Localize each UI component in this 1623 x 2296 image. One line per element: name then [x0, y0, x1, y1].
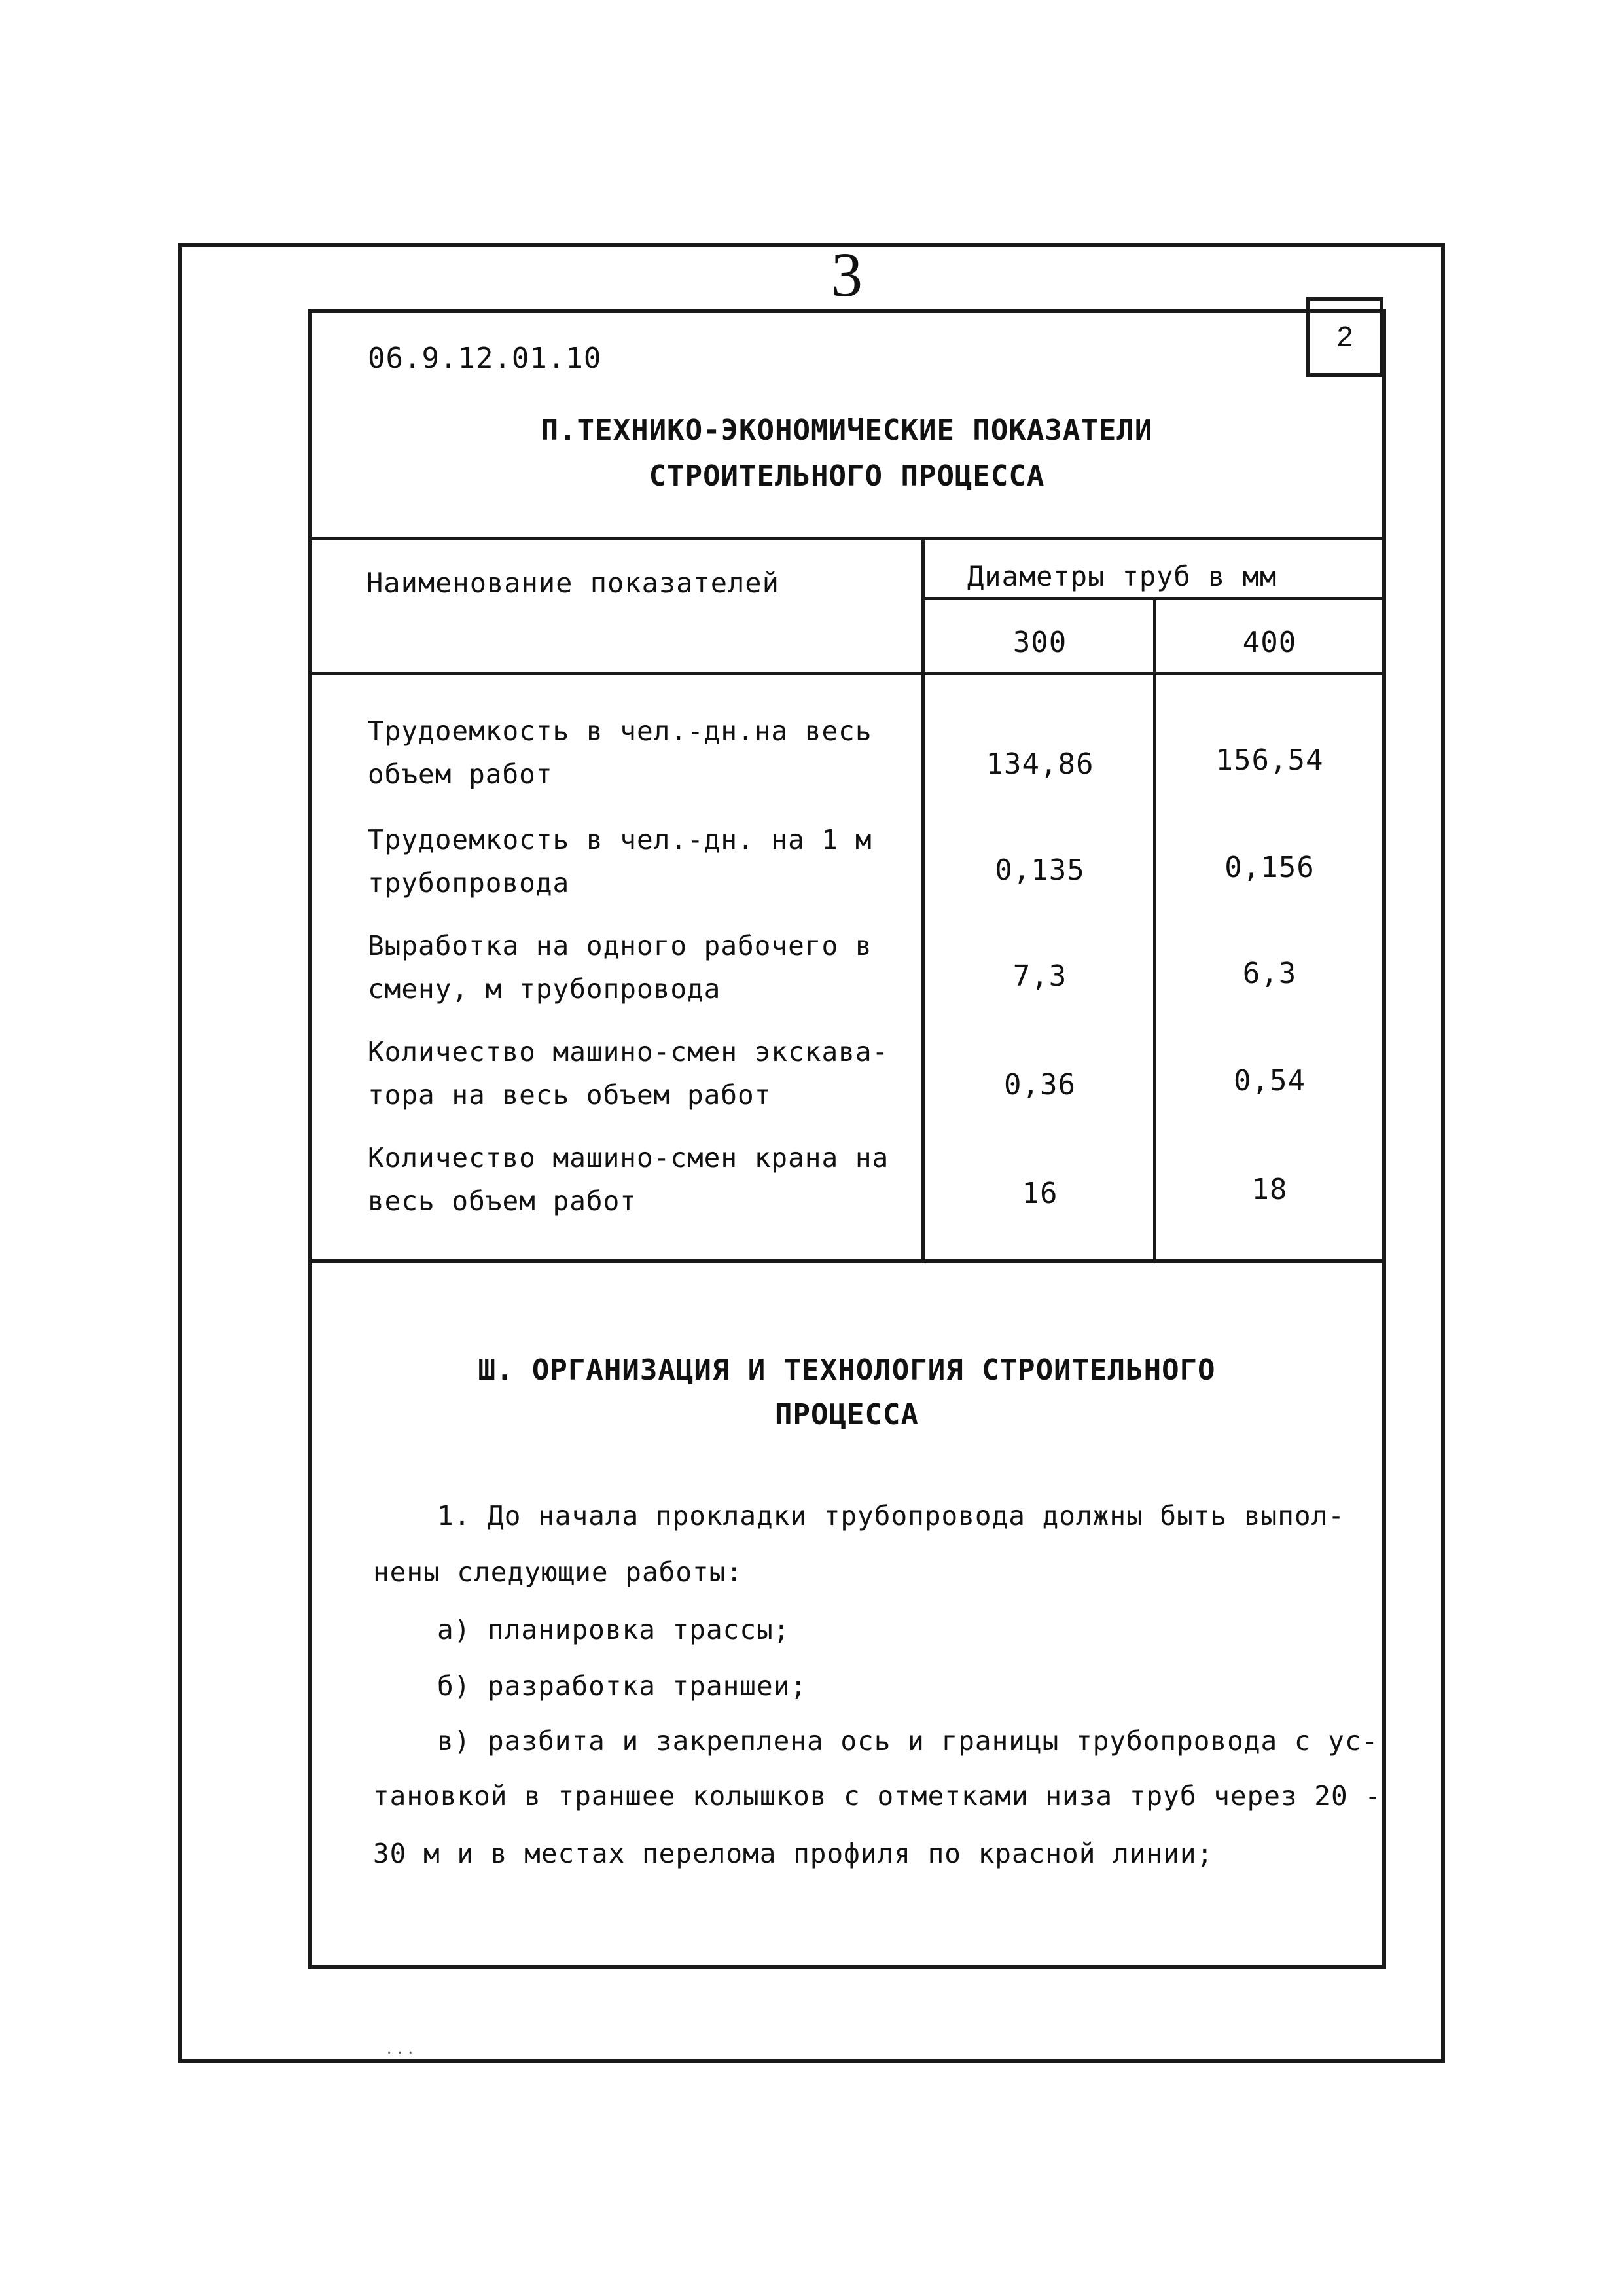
section2-title-line1: П.ТЕХНИКО-ЭКОНОМИЧЕСКИЕ ПОКАЗАТЕЛИ	[541, 414, 1153, 447]
table-row-label-line2: объем работ	[368, 759, 553, 790]
table-row-label-line1: Количество машино-смен крана на	[368, 1142, 889, 1174]
bottom-stamp-mark: · · ·	[386, 2043, 414, 2064]
list-item-b: б) разработка траншеи;	[437, 1670, 808, 1702]
table-row-label-line1: Выработка на одного рабочего в	[368, 930, 872, 961]
table-row-value-300: 7,3	[1012, 960, 1067, 993]
section3-title-line2: ПРОЦЕССА	[775, 1398, 919, 1431]
list-item-c-line2: тановкой в траншее колышков с отметками низа труб через 20 -	[373, 1780, 1382, 1812]
header-indicator-name: Наименование показателей	[366, 567, 779, 599]
table-row-value-400: 6,3	[1242, 957, 1297, 990]
sheet-number: 3	[831, 240, 863, 310]
table-row-value-300: 0,135	[995, 853, 1085, 887]
table-bottom-border	[308, 1259, 1386, 1263]
table-row-label-line1: Трудоемкость в чел.-дн. на 1 м	[368, 824, 872, 855]
column-divider-1	[921, 537, 925, 1263]
page-number: 2	[1336, 321, 1353, 353]
paragraph-1-line1: 1. До начала прокладки трубопровода должны быть выпол-	[437, 1500, 1345, 1532]
table-row-value-400: 156,54	[1215, 744, 1324, 777]
table-row-label-line2: весь объем работ	[368, 1185, 637, 1217]
table-row-label-line1: Количество машино-смен экскава-	[368, 1036, 889, 1067]
header-diameter-300: 300	[1012, 626, 1067, 659]
document-code: 06.9.12.01.10	[368, 342, 602, 375]
table-top-border	[308, 537, 1386, 540]
table-row-value-300: 0,36	[1004, 1068, 1076, 1102]
table-row-value-400: 18	[1251, 1173, 1288, 1206]
column-divider-2	[1153, 597, 1156, 1263]
table-row-value-300: 16	[1022, 1177, 1058, 1210]
list-item-a: а) планировка трассы;	[437, 1614, 791, 1645]
section3-title-line1: Ш. ОРГАНИЗАЦИЯ И ТЕХНОЛОГИЯ СТРОИТЕЛЬНОГО	[478, 1354, 1216, 1387]
table-row-label-line2: трубопровода	[368, 867, 570, 899]
page-number-box	[1306, 297, 1383, 377]
table-row-value-300: 134,86	[986, 747, 1094, 781]
list-item-c-line3: 30 м и в местах перелома профиля по красной линии;	[373, 1838, 1214, 1869]
table-row-value-400: 0,156	[1224, 851, 1315, 884]
section2-title-line2: СТРОИТЕЛЬНОГО ПРОЦЕССА	[649, 459, 1045, 493]
header-diameter-400: 400	[1242, 626, 1297, 659]
table-row-label-line2: тора на весь объем работ	[368, 1079, 772, 1111]
paragraph-1-line2: нены следующие работы:	[373, 1556, 743, 1588]
table-row-value-400: 0,54	[1234, 1064, 1306, 1098]
list-item-c-line1: в) разбита и закреплена ось и границы трубопровода с ус-	[437, 1725, 1379, 1757]
table-row-label-line2: смену, м трубопровода	[368, 973, 721, 1005]
table-row-label-line1: Трудоемкость в чел.-дн.на весь	[368, 715, 872, 747]
header-bottom-border	[308, 672, 1386, 675]
header-pipe-diameters: Диаметры труб в мм	[967, 560, 1277, 592]
